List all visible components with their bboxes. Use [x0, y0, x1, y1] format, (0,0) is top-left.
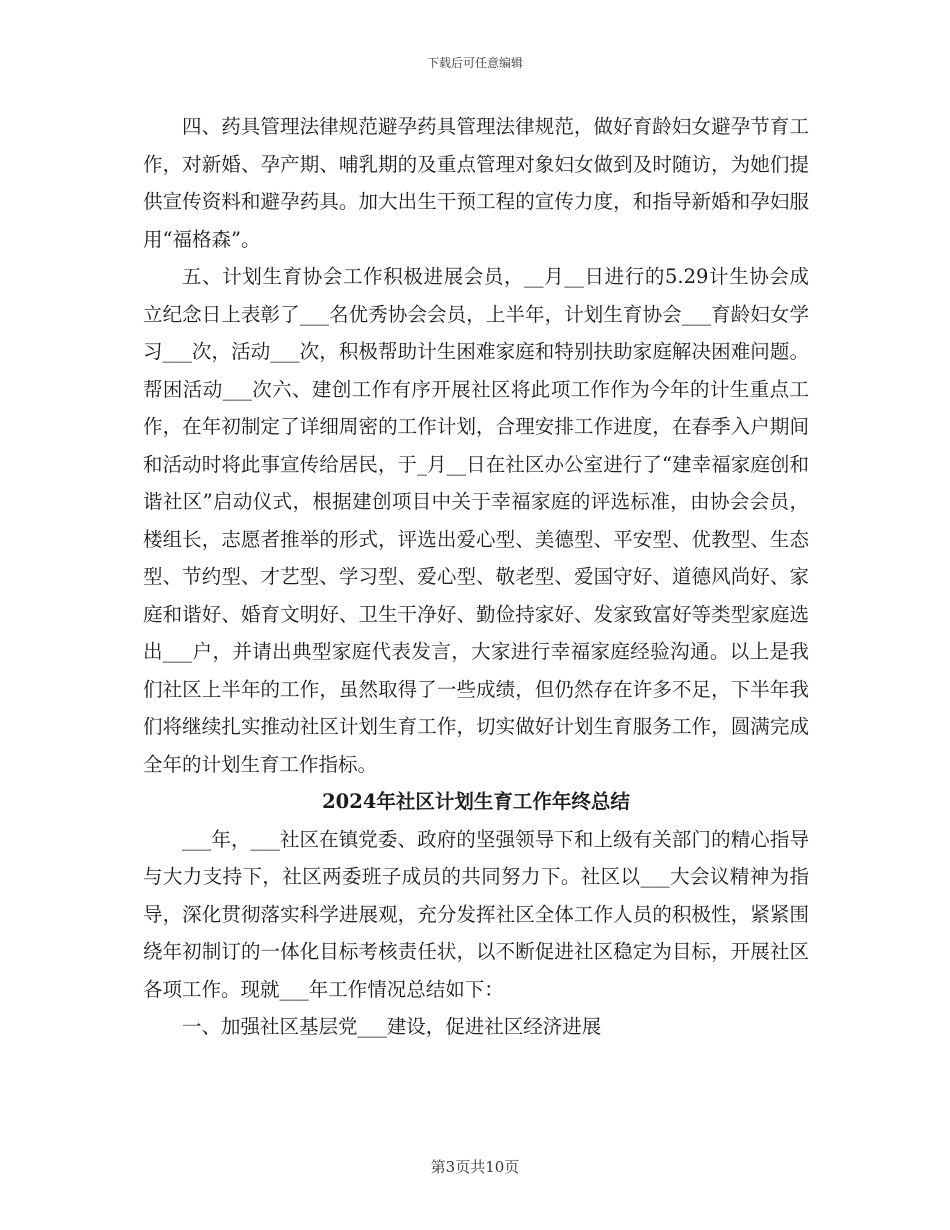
- paragraph-family-planning-association: 五、计划生育协会工作积极进展会员，__月__日进行的5.29计生协会成立纪念日上表彰了___名优秀协会会员，上半年，计划生育协会___育龄妇女学习___次，活动___次，积极帮助计生困难家庭和特别扶助家庭解决困难问题。帮困活动___次六、建创工作有序开展社区将此项工作作为今年的计生重点工作，在年初制定了详细周密的工作计划，合理安排工作进度，在春季入户期间和活动时将此事宣传给居民，于_月__日在社区办公室进行了“建幸福家庭创和谐社区”启动仪式，根据建创项目中关于幸福家庭的评选标准，由协会会员，楼组长，志愿者推举的形式，评选出爱心型、美德型、平安型、优教型、生态型、节约型、才艺型、学习型、爱心型、敬老型、爱国守好、道德风尚好、家庭和谐好、婚育文明好、卫生干净好、勤俭持家好、发家致富好等类型家庭选出___户，并请出典型家庭代表发言，大家进行幸福家庭经验沟通。以上是我们社区上半年的工作，虽然取得了一些成绩，但仍然存在许多不足，下半年我们将继续扎实推动社区计划生育工作，切实做好计划生育服务工作，圆满完成全年的计划生育工作指标。: [143, 265, 809, 776]
- page-header-note: 下载后可任意编辑: [426, 56, 523, 70]
- section-title: 2024年社区计划生育工作年终总结: [322, 790, 630, 813]
- page-footer: 第3页共10页: [430, 1158, 520, 1176]
- paragraph-summary-intro: ___年，___社区在镇党委、政府的坚强领导下和上级有关部门的精心指导与大力支持下，社区两委班子成员的共同努力下。社区以___大会议精神为指导，深化贯彻落实科学进展观，充分发挥社区全体工作人员的积极性，紧紧围绕年初制订的一体化目标考核责任状，以不断促进社区稳定为目标，开展社区各项工作。现就___年工作情况总结如下：: [143, 827, 809, 1001]
- paragraph-contraceptive-management: 四、药具管理法律规范避孕药具管理法律规范，做好育龄妇女避孕节育工作，对新婚、孕产期、哺乳期的及重点管理对象妇女做到及时随访，为她们提供宣传资料和避孕药具。加大出生干预工程的宣传力度，和指导新婚和孕妇服用“福格森”。: [143, 115, 809, 251]
- document-body: [143, 108, 809, 1046]
- paragraph-heading-one: 一、加强社区基层党___建设，促进社区经济进展: [182, 1015, 602, 1038]
